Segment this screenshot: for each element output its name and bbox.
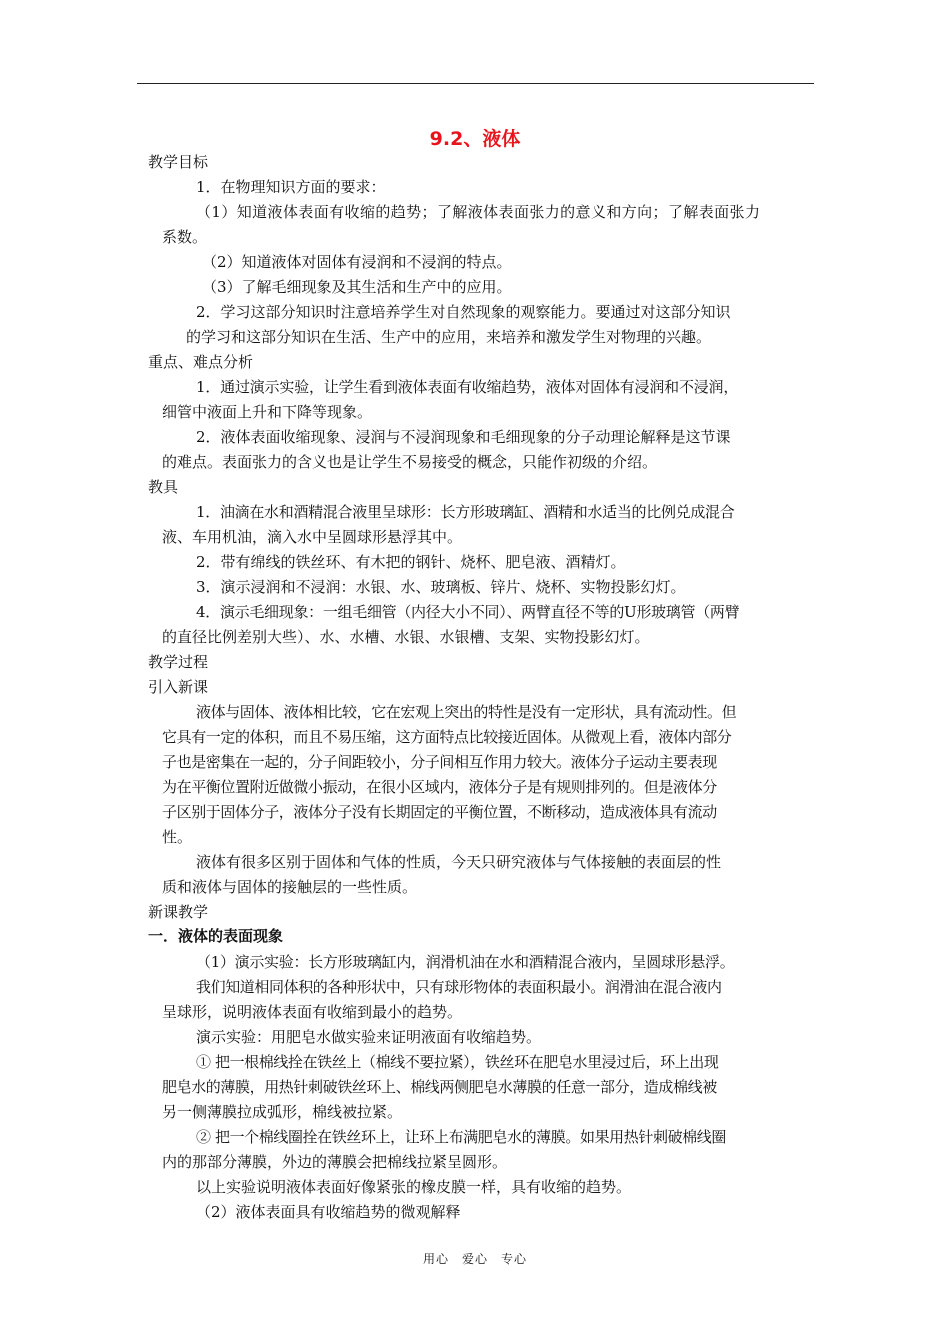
page-title: 9.2、液体 [429,128,521,150]
paragraph-line: 3．演示浸润和不浸润：水银、水、玻璃板、锌片、烧杯、实物投影幻灯。 [196,578,686,596]
section-heading-process: 教学过程 [148,653,209,671]
paragraph-line: 它具有一定的体积，而且不易压缩，这方面特点比较接近固体。从微观上看，液体内部分 [162,728,732,746]
paragraph-line: 的学习和这部分知识在生活、生产中的应用，来培养和激发学生对物理的兴趣。 [186,328,712,346]
section-heading-surface: 一．液体的表面现象 [148,927,284,945]
paragraph-line: ① 把一根棉线拴在铁丝上（棉线不要拉紧），铁丝环在肥皂水里浸过后，环上出现 [196,1053,719,1071]
paragraph-line: 1．通过演示实验，让学生看到液体表面有收缩趋势，液体对固体有浸润和不浸润， [196,378,739,396]
paragraph-line: 我们知道相同体积的各种形状中，只有球形物体的表面积最小。润滑油在混合液内 [196,978,722,996]
paragraph-line: 呈球形，说明液体表面有收缩到最小的趋势。 [162,1003,463,1021]
paragraph-line: 细管中液面上升和下降等现象。 [162,403,373,421]
paragraph-line: 的难点。表面张力的含义也是让学生不易接受的概念，只能作初级的介绍。 [162,453,658,471]
paragraph-line: 质和液体与固体的接触层的一些性质。 [162,878,418,896]
paragraph-line: 肥皂水的薄膜，用热针刺破铁丝环上、棉线两侧肥皂水薄膜的任意一部分，造成棉线被 [162,1078,717,1096]
paragraph-line: 演示实验：用肥皂水做实验来证明液面有收缩趋势。 [196,1028,542,1046]
paragraph-line: ② 把一个棉线圈拴在铁丝环上，让环上布满肥皂水的薄膜。如果用热针刺破棉线圈 [196,1128,726,1146]
paragraph-line: 系数。 [162,228,208,246]
paragraph-line: 子也是密集在一起的，分子间距较小，分子间相互作用力较大。液体分子运动主要表现 [162,753,717,771]
paragraph-line: 液体与固体、液体相比较，它在宏观上突出的特性是没有一定形状，具有流动性。但 [196,703,737,721]
page-footer: 用心 爱心 专心 [422,1252,527,1266]
paragraph-line: 液体有很多区别于固体和气体的性质，今天只研究液体与气体接触的表面层的性 [196,853,722,871]
paragraph-line: 子区别于固体分子，液体分子没有长期固定的平衡位置，不断移动，造成液体具有流动 [162,803,717,821]
paragraph-line: 的直径比例差别大些）、水、水槽、水银、水银槽、支架、实物投影幻灯。 [162,628,650,646]
section-heading-objectives: 教学目标 [148,153,209,171]
paragraph-line: 为在平衡位置附近做微小振动，在很小区域内，液体分子是有规则排列的。但是液体分 [162,778,717,796]
paragraph-line: （3）了解毛细现象及其生活和生产中的应用。 [202,278,512,296]
paragraph-line: 2．带有绵线的铁丝环、有木把的钢针、烧杯、肥皂液、酒精灯。 [196,553,626,571]
paragraph-line: 1．在物理知识方面的要求： [196,178,386,196]
paragraph-line: （2）知道液体对固体有浸润和不浸润的特点。 [202,253,512,271]
section-heading-intro: 引入新课 [148,678,209,696]
paragraph-line: 液、车用机油，滴入水中呈圆球形悬浮其中。 [162,528,463,546]
section-heading-new-lesson: 新课教学 [148,903,209,921]
paragraph-line: （1）知道液体表面有收缩的趋势；了解液体表面张力的意义和方向；了解表面张力 [196,203,761,221]
header-rule [137,83,814,84]
paragraph-line: 另一侧薄膜拉成弧形，棉线被拉紧。 [162,1103,403,1121]
paragraph-line: 以上实验说明液体表面好像紧张的橡皮膜一样，具有收缩的趋势。 [196,1178,632,1196]
paragraph-line: 2．液体表面收缩现象、浸润与不浸润现象和毛细现象的分子动理论解释是这节课 [196,428,731,446]
paragraph-line: 内的那部分薄膜，外边的薄膜会把棉线拉紧呈圆形。 [162,1153,508,1171]
paragraph-line: 性。 [162,828,193,846]
section-heading-key-points: 重点、难点分析 [148,353,254,371]
paragraph-line: 4．演示毛细现象：一组毛细管（内径大小不同）、两臂直径不等的U形玻璃管（两臂 [196,603,740,621]
paragraph-line: 1．油滴在水和酒精混合液里呈球形：长方形玻璃缸、酒精和水适当的比例兑成混合 [196,503,735,521]
paragraph-line: （1）演示实验：长方形玻璃缸内，润滑机油在水和酒精混合液内，呈圆球形悬浮。 [196,953,735,971]
section-heading-tools: 教具 [148,478,179,496]
paragraph-line: 2．学习这部分知识时注意培养学生对自然现象的观察能力。要通过对这部分知识 [196,303,731,321]
paragraph-line: （2）液体表面具有收缩趋势的微观解释 [196,1203,461,1221]
